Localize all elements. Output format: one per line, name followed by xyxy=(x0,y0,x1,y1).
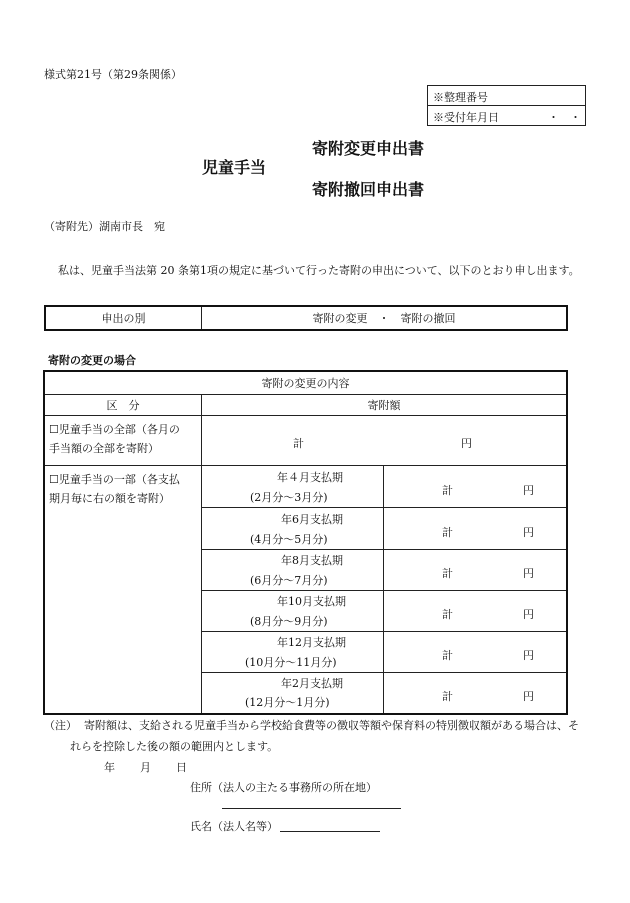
row-all-yen: 円 xyxy=(461,437,472,450)
date-year: 年 xyxy=(104,761,115,774)
period-4-line2: (10月分～11月分) xyxy=(245,656,337,669)
period-1-yen: 円 xyxy=(523,526,534,539)
period-5-yen: 円 xyxy=(523,690,534,703)
title-withdraw: 寄附撤回申出書 xyxy=(312,180,425,199)
col-kubun: 区 分 xyxy=(106,399,140,412)
period-2-kei: 計 xyxy=(442,567,453,580)
period-0-line2: (2月分～3月分) xyxy=(250,491,328,504)
period-0-yen: 円 xyxy=(523,484,534,497)
title-prefix: 児童手当 xyxy=(202,158,267,177)
period-0-line1: 年４月支払期 xyxy=(277,471,343,484)
row-all-line1: 児童手当の全部（各月の xyxy=(58,423,180,436)
row-part-line1: 児童手当の一部（各支払 xyxy=(58,473,180,486)
address-field[interactable] xyxy=(222,808,401,809)
period-2-line2: (6月分～7月分) xyxy=(250,574,328,587)
uketsuke-label: ※受付年月日 xyxy=(433,111,499,124)
change-section-heading: 寄附の変更の場合 xyxy=(48,354,136,367)
name-label: 氏名（法人名等） xyxy=(190,820,278,833)
reference-box xyxy=(427,85,586,126)
period-3-line1: 年10月支払期 xyxy=(277,595,346,608)
period-4-line1: 年12月支払期 xyxy=(277,636,346,649)
form-number: 様式第21号（第29条関係） xyxy=(44,68,182,81)
uketsuke-dots: ・ ・ xyxy=(548,111,581,124)
table-title: 寄附の変更の内容 xyxy=(261,377,350,390)
period-1-line2: (4月分～5月分) xyxy=(250,533,328,546)
row-all-label xyxy=(49,420,180,458)
request-type-label: 申出の別 xyxy=(101,312,146,325)
period-3-yen: 円 xyxy=(523,608,534,621)
period-4-kei: 計 xyxy=(442,649,453,662)
note-line2: れらを控除した後の額の範囲内とします。 xyxy=(70,740,279,753)
request-type-box xyxy=(44,305,568,331)
date-month: 月 xyxy=(140,761,151,774)
title-change: 寄附変更申出書 xyxy=(312,139,425,158)
row-part-label xyxy=(49,470,180,508)
change-table xyxy=(43,370,568,715)
statement: 私は、児童手当法第 20 条第1項の規定に基づいて行った寄附の申出について、以下のとおり申し出ます。 xyxy=(58,264,580,277)
period-4-yen: 円 xyxy=(523,649,534,662)
period-3-kei: 計 xyxy=(442,608,453,621)
seiri-label: ※整理番号 xyxy=(433,91,488,104)
col-amount: 寄附額 xyxy=(367,399,401,412)
row-all-line2: 手当額の全部を寄附） xyxy=(49,442,159,455)
date-day: 日 xyxy=(176,761,187,774)
request-type-options[interactable]: 寄附の変更 ・ 寄附の撤回 xyxy=(312,312,456,325)
name-field[interactable] xyxy=(280,831,380,832)
checkbox-all[interactable]: ☐ xyxy=(49,423,59,436)
addressee: （寄附先）湖南市長 宛 xyxy=(44,220,165,233)
period-0-kei: 計 xyxy=(442,484,453,497)
note-line1: 寄附額は、支給される児童手当から学校給食費等の徴収等額や保育料の特別徴収額がある場合は、そ xyxy=(84,719,579,732)
period-5-kei: 計 xyxy=(442,690,453,703)
row-part-line2: 期月毎に右の額を寄附） xyxy=(49,492,170,505)
row-all-kei: 計 xyxy=(293,437,304,450)
address-label: 住所（法人の主たる事務所の所在地） xyxy=(190,781,377,794)
period-2-yen: 円 xyxy=(523,567,534,580)
period-3-line2: (8月分～9月分) xyxy=(250,615,328,628)
period-2-line1: 年8月支払期 xyxy=(281,554,343,567)
checkbox-part[interactable]: ☐ xyxy=(49,473,59,486)
period-5-line2: (12月分～1月分) xyxy=(245,696,330,709)
note-marker: （注） xyxy=(44,719,77,732)
period-1-kei: 計 xyxy=(442,526,453,539)
period-5-line1: 年2月支払期 xyxy=(281,677,343,690)
period-1-line1: 年6月支払期 xyxy=(281,513,343,526)
